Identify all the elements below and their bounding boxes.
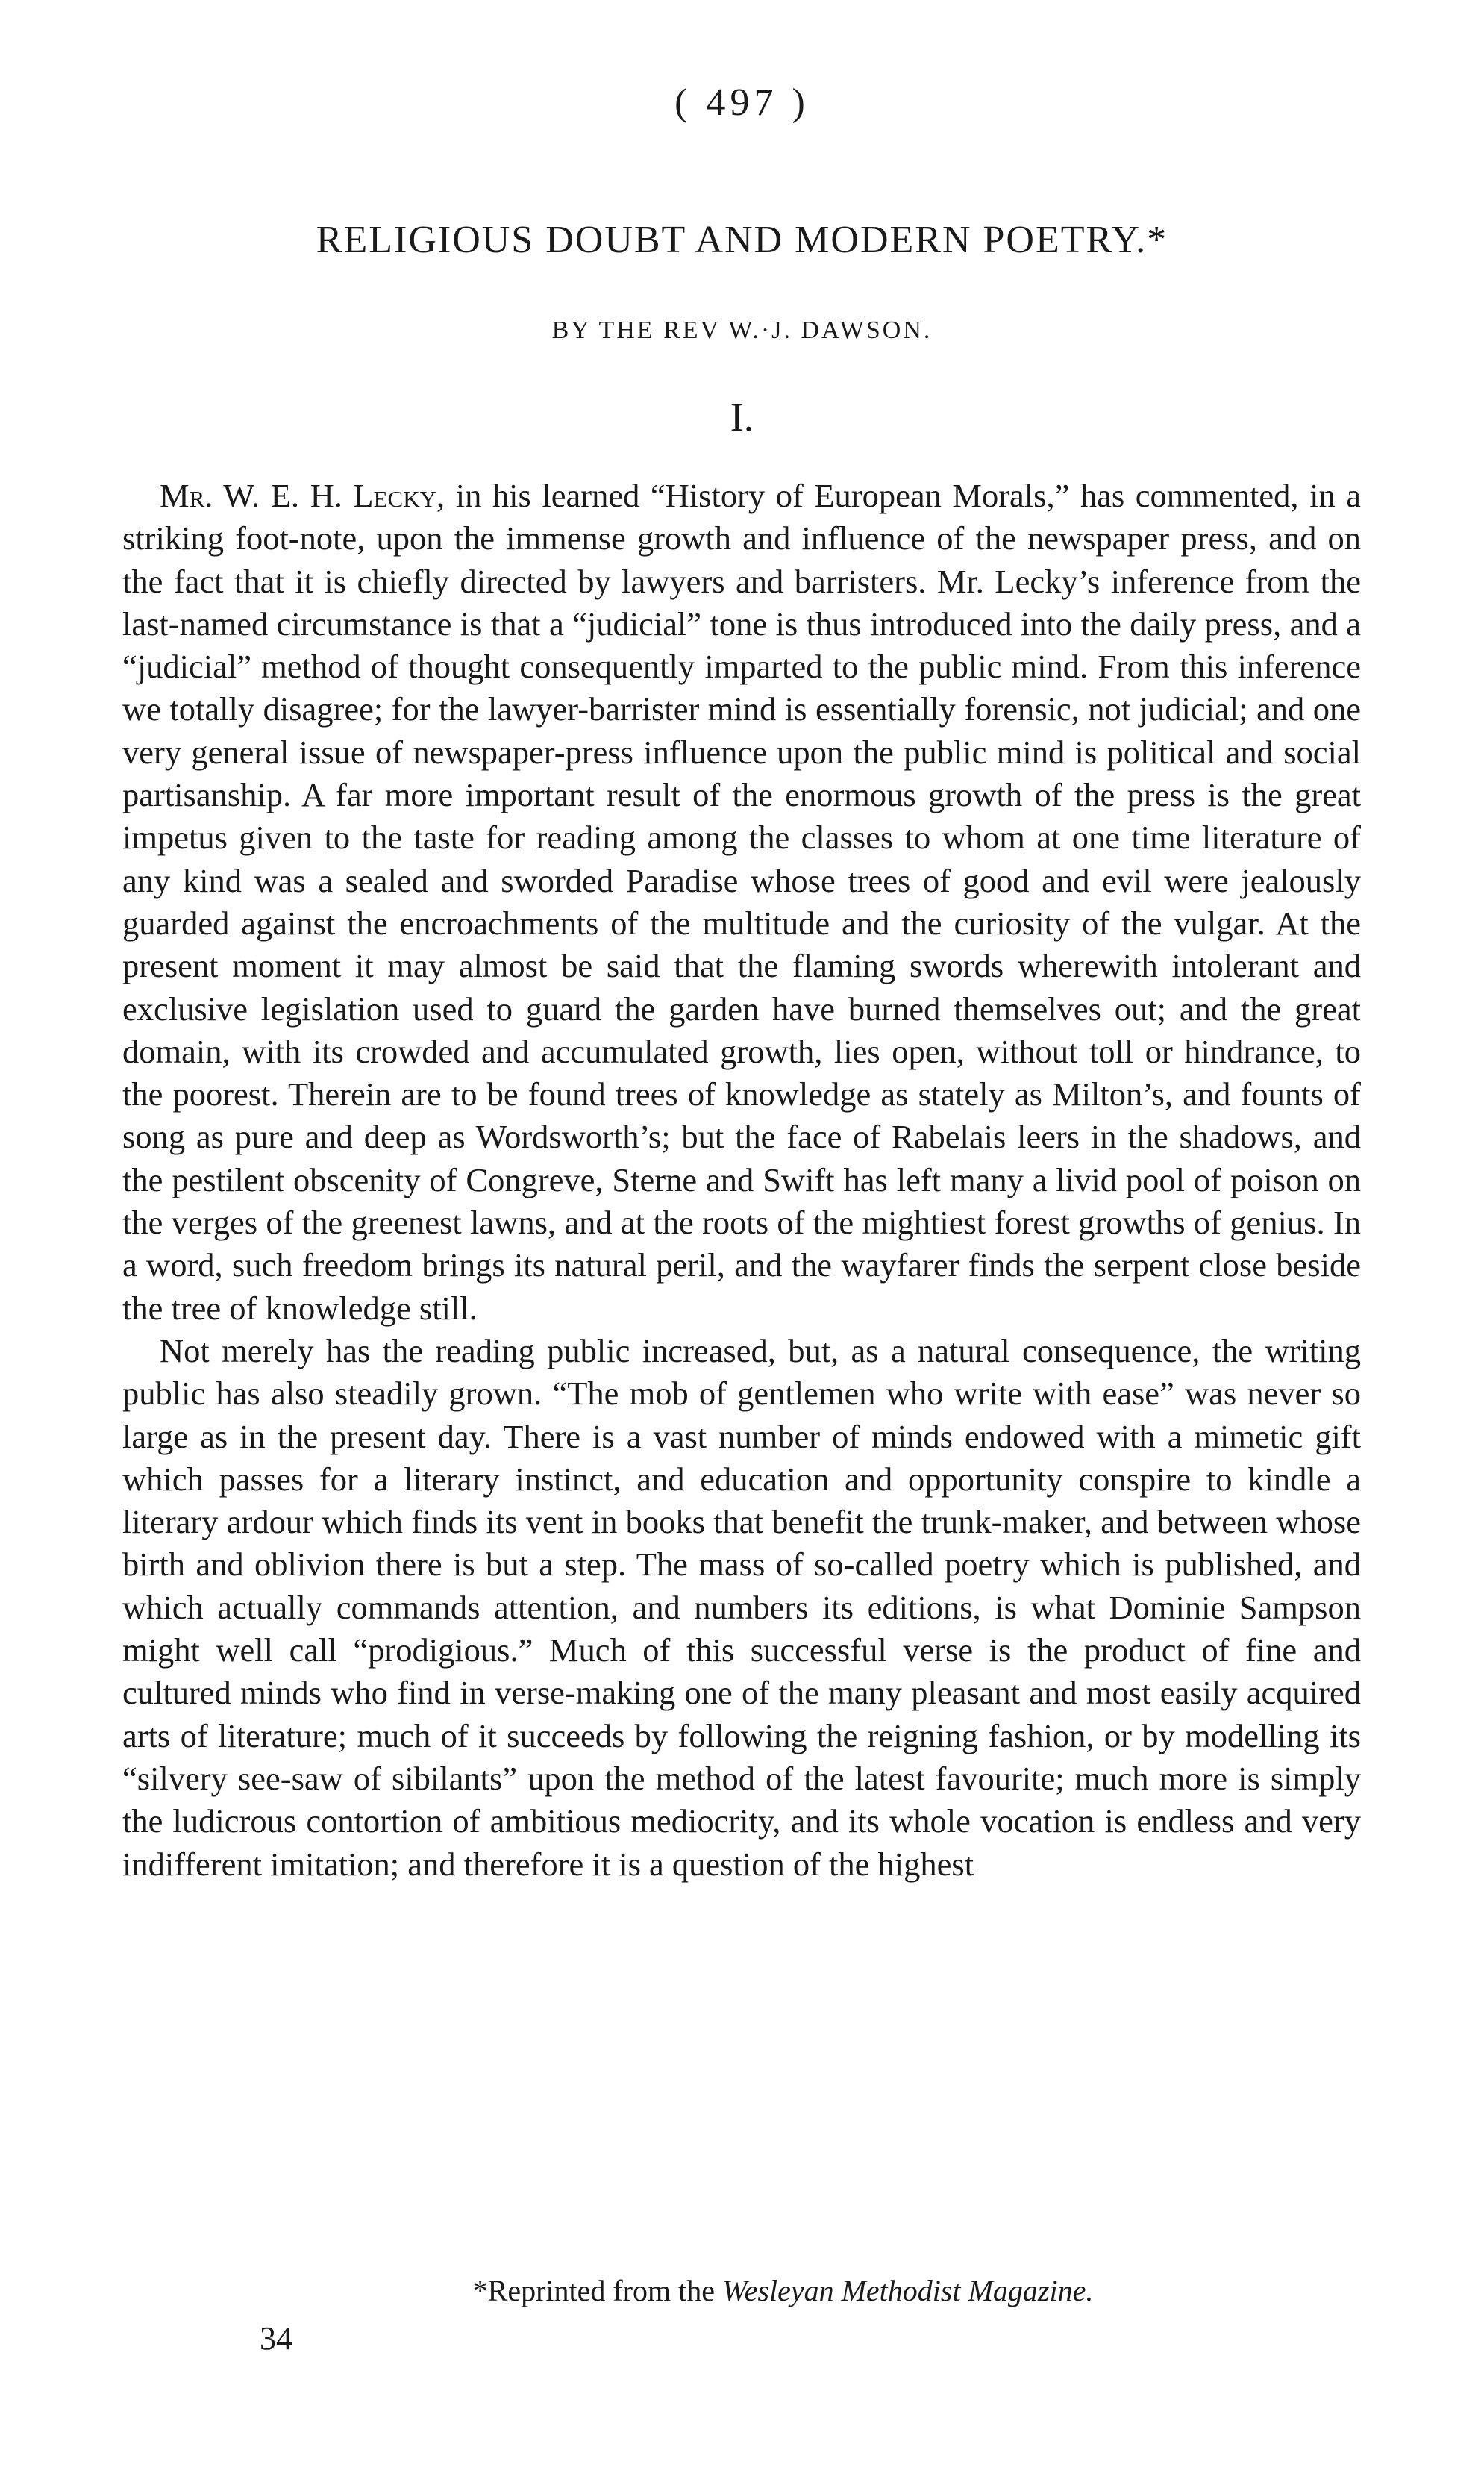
section-numeral: I. bbox=[730, 395, 754, 440]
paragraph-2: Not merely has the reading public increased, but, as a natural consequence, the writing public has also steadily grown. “The mob of gentlemen who write with ease” was never so large as in the present day. There is a vast number of minds endowed with a mimetic gift which passes for a literary instinct, and education and opportunity conspire to kindle a literary ardour which finds its vent in books that benefit the trunk-maker, and between whose birth and oblivion there is but a step. The mass of so-called poetry which is published, and which actually commands attention, and numbers its editions, is what Dominie Sampson might well call “prodigious.” Much of this successful verse is the product of fine and cultured minds who find in verse-making one of the many pleasant and most easily acquired arts of literature; much of it succeeds by following the reigning fashion, or by modelling its “silvery see-saw of sibilants” upon the method of the latest favourite; much more is simply the ludicrous contortion of ambitious mediocrity, and its whole vocation is endless and very indifferent imitation; and therefore it is a question of the highest bbox=[122, 1331, 1361, 1883]
paragraph-1 bbox=[122, 475, 1361, 1330]
paragraph-1-text: in his learned “History of European Morals,” has commented, in a striking foot-note, upon the immense growth and influence of the newspaper press, and on the fact that it is chiefly directed by lawyers and barristers. Mr. Lecky’s inference from the last-named circumstance is that a “judicial” tone is thus introduced into the daily press, and a “judicial” method of thought consequently imparted to the public mind. From this inference we totally disagree; for the lawyer-barrister mind is essentially forensic, not judicial; and one very general issue of newspaper-press influence upon the public mind is political and social partisanship. A far more important result of the enormous growth of the press is the great impetus given to the taste for reading among the classes to whom at one time literature of any kind was a sealed and sworded Paradise whose trees of good and evil were jealously guarded against the encroachments of the multitude and the curiosity of the vulgar. At the present moment it may almost be said that the flaming swords wherewith intolerant and exclusive legislation used to guard the garden have burned themselves out; and the great domain, with its crowded and accumulated growth, lies open, without toll or hindrance, to the poorest. Therein are to be found trees of knowledge as stately as Milton’s, and founts of song as pure and deep as Wordsworth’s; but the face of Rabelais leers in the shadows, and the pestilent obscenity of Congreve, Sterne and Swift has left many a livid pool of poison on the verges of the greenest lawns, and at the roots of the mightiest forest growths of genius. In a word, such freedom brings its natural peril, and the wayfarer finds the serpent close beside the tree of knowledge still. bbox=[122, 477, 1362, 1327]
signature-mark: 34 bbox=[260, 2320, 292, 2357]
footnote bbox=[0, 2273, 1484, 2308]
footnote-prefix: *Reprinted from the bbox=[472, 2274, 716, 2307]
page-number: ( 497 ) bbox=[674, 81, 810, 124]
article-body bbox=[122, 475, 1361, 1886]
article-byline: BY THE REV W.·J. DAWSON. bbox=[551, 316, 933, 344]
opening-name: Mr. W. E. H. Lecky, bbox=[160, 477, 445, 514]
article-title: RELIGIOUS DOUBT AND MODERN POETRY.* bbox=[316, 219, 1168, 261]
footnote-source: Wesleyan Methodist Magazine. bbox=[722, 2274, 1094, 2307]
